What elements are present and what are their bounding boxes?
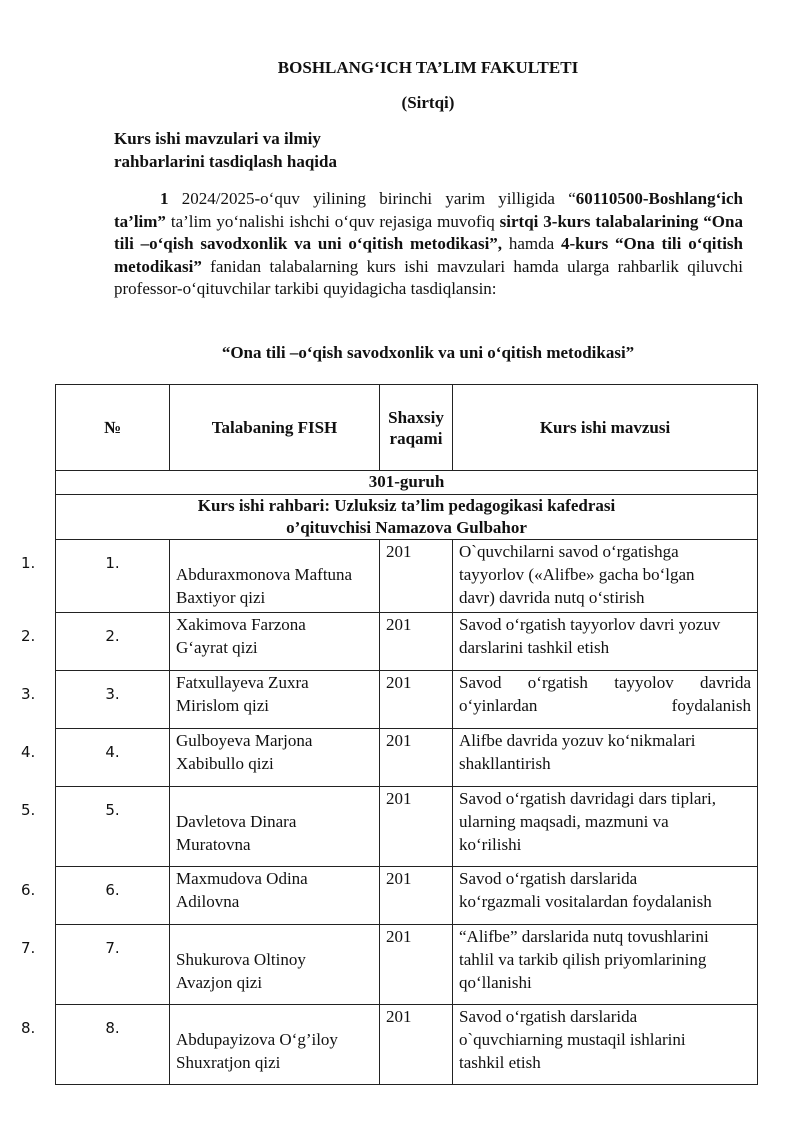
supervisor-line-2: o’qituvchisi Namazova Gulbahor [286, 518, 527, 537]
topic-line-2: tayyorlov («Alifbe» gacha bo‘lgan [459, 565, 695, 584]
topic-line-2: o‘yinlardan foydalanish [459, 696, 751, 715]
row-number-cell [21, 1005, 170, 1085]
header-personal-id [380, 385, 453, 471]
row-number-cell [21, 787, 170, 867]
student-name-line-3: Muratovna [176, 835, 251, 854]
decree-text-4: fanidan talabalarning kurs ishi mavzulari hamda ularga rahbarlik qiluvchi professor-o‘qituvchilar tarkibi quyidagicha tasdiqlansin: [114, 256, 743, 298]
student-name-line-2: G‘ayrat qizi [176, 638, 258, 657]
row-number: 2. [105, 627, 120, 645]
header-topic: Kurs ishi mavzusi [453, 385, 758, 471]
student-name-line-1 [176, 1005, 373, 1028]
topic-line-1: O`quvchilarni savod o‘rgatishga [459, 542, 679, 561]
table-row [56, 925, 758, 1005]
student-name-cell [170, 787, 380, 867]
student-name-line-3: Baxtiyor qizi [176, 588, 266, 607]
personal-id-cell: 201 [380, 867, 453, 925]
row-number-cell [21, 613, 170, 671]
document-subject [114, 127, 434, 173]
row-number: 4. [105, 743, 120, 761]
decree-paragraph [114, 188, 743, 301]
student-name-cell [170, 867, 380, 925]
outer-list-number: 1. [21, 554, 36, 572]
row-number: 6. [105, 881, 120, 899]
student-name-line-2: Mirislom qizi [176, 696, 270, 715]
student-name-line-1: Xakimova Farzona [176, 615, 306, 634]
personal-id-cell: 201 [380, 787, 453, 867]
topic-line-1: Savod o‘rgatish darslarida [459, 1007, 638, 1026]
outer-list-number: 2. [21, 627, 36, 645]
subject-line-2: rahbarlarini tasdiqlash haqida [114, 152, 337, 171]
personal-id-cell: 201 [380, 540, 453, 613]
topic-cell [453, 925, 758, 1005]
topic-line-1: Savod o‘rgatish darslarida [459, 869, 638, 888]
row-number: 3. [105, 685, 120, 703]
topic-cell [453, 729, 758, 787]
topic-cell [453, 540, 758, 613]
decree-number: 1 [160, 189, 169, 208]
outer-list-number: 6. [21, 881, 36, 899]
student-name-cell [170, 613, 380, 671]
topic-line-3: ko‘rilishi [459, 835, 522, 854]
outer-list-number: 3. [21, 685, 36, 703]
topic-cell [453, 1005, 758, 1085]
topic-line-1: Alifbe davrida yozuv ko‘nikmalari [459, 731, 696, 750]
topic-line-3: qo‘llanishi [459, 973, 532, 992]
outer-list-number: 8. [21, 1019, 36, 1037]
row-number-cell [21, 729, 170, 787]
topic-line-1: “Alifbe” darslarida nutq tovushlarini [459, 927, 709, 946]
decree-text-1: 2024/2025-o‘quv yilining birinchi yarim yilligida “ [168, 189, 576, 208]
decree-bold-3: 4-kurs “Ona tili o‘qitish metodikasi” [114, 234, 743, 276]
student-name-cell [170, 540, 380, 613]
supervisor-cell [56, 495, 758, 540]
table-row [56, 867, 758, 925]
outer-list-number: 4. [21, 743, 36, 761]
group-name: 301-guruh [56, 471, 758, 495]
topic-cell [453, 787, 758, 867]
row-number-cell [21, 671, 170, 729]
topic-line-2: shakllantirish [459, 754, 551, 773]
student-name-line-2: Abduraxmonova Maftuna [176, 565, 353, 584]
student-name-cell [170, 1005, 380, 1085]
topic-line-2: ularning maqsadi, mazmuni va [459, 812, 669, 831]
topic-line-1: Savod o‘rgatish tayyorlov davri yozuv [459, 615, 721, 634]
table-row [56, 787, 758, 867]
topic-cell [453, 613, 758, 671]
supervisor-row [56, 495, 758, 540]
personal-id-cell: 201 [380, 1005, 453, 1085]
topic-line-2: tahlil va tarkib qilish priyomlarining [459, 950, 707, 969]
personal-id-cell: 201 [380, 671, 453, 729]
student-name-line-2: Shukurova Oltinoy [176, 950, 306, 969]
topic-cell [453, 671, 758, 729]
topic-line-2: ko‘rgazmali vositalardan foydalanish [459, 892, 712, 911]
student-name-line-2: Xabibullo qizi [176, 754, 274, 773]
student-name-line-2: Adilovna [176, 892, 240, 911]
faculty-title: BOSHLANG‘ICH TA’LIM FAKULTETI [277, 58, 579, 77]
student-name-line-3: Shuxratjon qizi [176, 1053, 281, 1072]
student-name-line-1: Gulboyeva Marjona [176, 731, 313, 750]
student-name-line-2: Abdupayizova O‘g’iloy [176, 1030, 338, 1049]
table-header-row [56, 385, 758, 471]
header-student-name: Talabaning FISH [170, 385, 380, 471]
topic-line-1: Savod o‘rgatish tayyolov davrida [459, 673, 751, 692]
student-name-cell [170, 729, 380, 787]
row-number: 7. [105, 939, 120, 957]
subject-line-1: Kurs ishi mavzulari va ilmiy [114, 129, 321, 148]
decree-text-3: hamda [502, 234, 562, 253]
row-number-cell [21, 925, 170, 1005]
row-number-cell [21, 540, 170, 613]
student-name-line-1 [176, 787, 373, 810]
topic-line-3: davr) davrida nutq o‘stirish [459, 588, 645, 607]
outer-list-number: 5. [21, 801, 36, 819]
decree-bold-2: sirtqi 3-kurs talabalarining “Ona tili –o‘qish savodxonlik va uni o‘qitish metodikasi”, [114, 211, 743, 253]
decree-text-2: ta’lim yo‘nalishi ishchi o‘quv rejasiga muvofiq [165, 211, 500, 231]
table-title: “Ona tili –o‘qish savodxonlik va uni o‘qitish metodikasi” [221, 343, 635, 362]
topic-cell [453, 867, 758, 925]
table-row [56, 540, 758, 613]
student-name-cell [170, 671, 380, 729]
course-work-table [21, 384, 758, 1085]
decree-bold-1: 60110500-Boshlang‘ich ta’lim” [114, 189, 743, 231]
personal-id-cell: 201 [380, 925, 453, 1005]
row-number-cell [21, 867, 170, 925]
table-row [56, 729, 758, 787]
group-row [56, 471, 758, 495]
personal-id-cell: 201 [380, 729, 453, 787]
topic-line-2: o`quvchiarning mustaqil ishlarini [459, 1030, 686, 1049]
student-name-line-1: Fatxullayeva Zuxra [176, 673, 309, 692]
header-personal-id-text: Shaxsiy raqami [388, 407, 444, 448]
study-mode: (Sirtqi) [401, 93, 455, 112]
supervisor-line-1: Kurs ishi rahbari: Uzluksiz ta’lim pedagogikasi kafedrasi [197, 496, 616, 515]
table-row [56, 671, 758, 729]
student-name-line-1: Maxmudova Odina [176, 869, 308, 888]
row-number: 5. [105, 801, 120, 819]
student-name-line-3: Avazjon qizi [176, 973, 263, 992]
header-number: № [56, 385, 170, 471]
outer-list-number: 7. [21, 939, 36, 957]
row-number: 8. [105, 1019, 120, 1037]
topic-line-2: darslarini tashkil etish [459, 638, 610, 657]
student-name-line-1 [176, 925, 373, 948]
table-row [56, 1005, 758, 1085]
student-name-line-2: Davletova Dinara [176, 812, 297, 831]
student-name-line-1 [176, 540, 373, 563]
table-row [56, 613, 758, 671]
row-number: 1. [105, 554, 120, 572]
personal-id-cell: 201 [380, 613, 453, 671]
student-name-cell [170, 925, 380, 1005]
topic-line-3: tashkil etish [459, 1053, 541, 1072]
topic-line-1: Savod o‘rgatish davridagi dars tiplari, [459, 789, 716, 808]
